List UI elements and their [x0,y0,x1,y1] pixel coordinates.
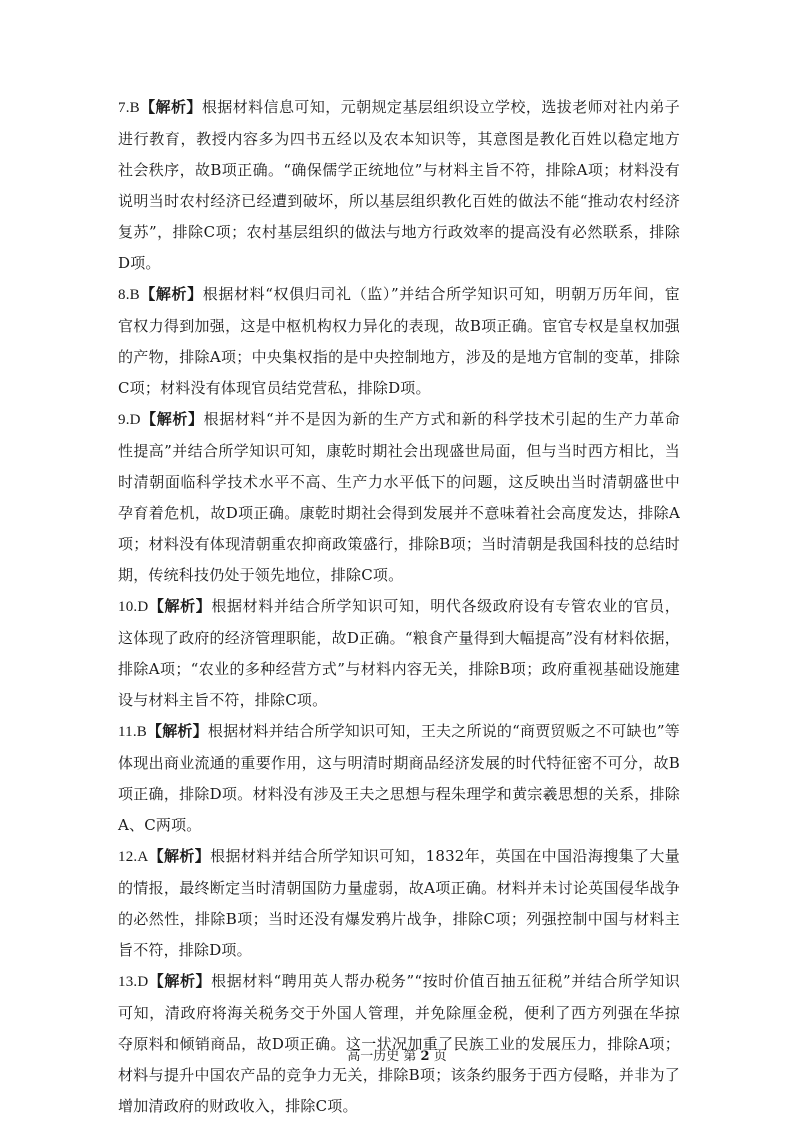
answer-paragraph [118,716,680,841]
analysis-tag: 【解析】 [139,98,202,116]
analysis-text: 根据材料信息可知，元朝规定基层组织设立学校，选拔老师对社内弟子进行教育，教授内容多为四书五经以及农本知识等，其意图是教化百姓以稳定地方社会秩序，故B项正确。“确保儒学正统地位”与材料主旨不符，排除A项；材料没有说明当时农村经济已经遭到破坏，所以基层组织教化百姓的做法不能“推动农村经济复苏”，排除C项；农村基层组织的做法与地方行政效率的提高没有必然联系，排除D项。 [118,98,680,272]
answer-number: 8.B [118,287,140,303]
answer-item-13 [118,966,680,1122]
answer-paragraph [118,92,680,279]
answer-paragraph [118,404,680,591]
analysis-text: 根据材料并结合所学知识可知，明代各级政府设有专管农业的官员，这体现了政府的经济管理职能，故D正确。“粮食产量得到大幅提高”没有材料依据，排除A项；“农业的多种经营方式”与材料内容无关，排除B项；政府重视基础设施建设与材料主旨不符，排除C项。 [118,597,680,709]
analysis-tag: 【解析】 [147,722,208,740]
analysis-text: 根据材料并结合所学知识可知，1832年，英国在中国沿海搜集了大量的情报，最终断定当时清朝国防力量虚弱，故A项正确。材料并未讨论英国侵华战争的必然性，排除B项；当时还没有爆发鸦片战争，排除C项；列强控制中国与材料主旨不符，排除D项。 [118,847,680,959]
answer-item-12 [118,841,680,966]
answer-item-7 [118,92,680,279]
page-number: 2 [420,1049,430,1064]
answer-number: 7.B [118,100,140,116]
analysis-text: 根据材料“聘用英人帮办税务”“按时价值百抽五征税”并结合所学知识可知，清政府将海关税务交于外国人管理，并免除厘金税，便利了西方列强在华掠夺原料和倾销商品，故D项正确。这一状况加重了民族工业的发展压力，排除A项；材料与提升中国农产品的竞争力无关，排除B项；该条约服务于西方侵略，并非为了增加清政府的财政收入，排除C项。 [118,972,680,1115]
footer-suffix: 页 [433,1049,447,1064]
answer-paragraph [118,279,680,404]
answer-paragraph [118,841,680,966]
answer-number: 13.D [118,974,149,990]
analysis-tag: 【解析】 [148,972,212,990]
footer-label: 高一历史 [347,1049,400,1064]
analysis-tag: 【解析】 [140,410,204,428]
analysis-text: 根据材料“权俱归司礼（监）”并结合所学知识可知，明朝万历年间，宦官权力得到加强，这是中枢机构权力异化的表现，故B项正确。宦官专权是皇权加强的产物，排除A项；中央集权指的是中央控制地方，涉及的是地方官制的变革，排除C项；材料没有体现官员结党营私，排除D项。 [118,285,680,397]
answer-analysis-list [118,92,680,1122]
answer-number: 12.A [118,849,149,865]
answer-item-11 [118,716,680,841]
analysis-text: 根据材料并结合所学知识可知，王夫之所说的“商贾贸贩之不可缺也”等体现出商业流通的重要作用，这与明清时期商品经济发展的时代特征密不可分，故B项正确，排除D项。材料没有涉及王夫之思想与程朱理学和黄宗羲思想的关系，排除A、C两项。 [118,722,680,834]
answer-paragraph [118,591,680,716]
answer-number: 9.D [118,412,141,428]
answer-number: 10.D [118,599,149,615]
analysis-tag: 【解析】 [139,285,203,303]
answer-number: 11.B [118,724,147,740]
answer-paragraph [118,966,680,1122]
analysis-tag: 【解析】 [148,597,212,615]
analysis-text: 根据材料“并不是因为新的生产方式和新的科学技术引起的生产力革命性提高”并结合所学知识可知，康乾时期社会出现盛世局面，但与当时西方相比，当时清朝面临科学技术水平不高、生产力水平低下的问题，这反映出当时清朝盛世中孕育着危机，故D项正确。康乾时期社会得到发展并不意味着社会高度发达，排除A项；材料没有体现清朝重农抑商政策盛行，排除B项；当时清朝是我国科技的总结时期，传统科技仍处于领先地位，排除C项。 [118,410,680,584]
answer-item-8 [118,279,680,404]
page-footer [0,1045,794,1064]
footer-prefix: 第 [403,1049,417,1064]
answer-item-9 [118,404,680,591]
analysis-tag: 【解析】 [148,847,211,865]
answer-item-10 [118,591,680,716]
